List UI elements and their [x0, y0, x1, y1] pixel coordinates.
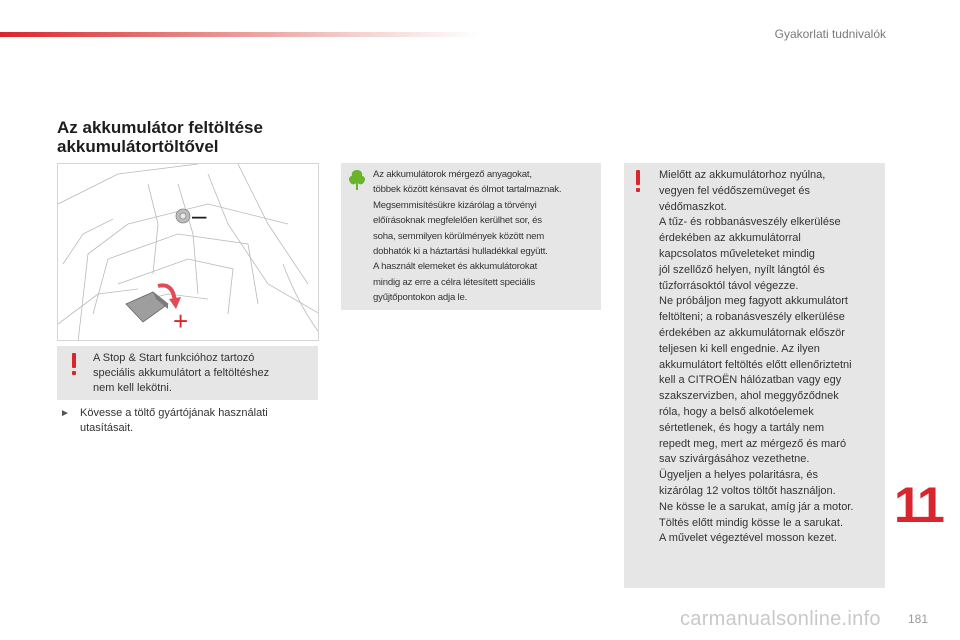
- eco-line: többek között kénsavat és ólmot tartalmaznak.: [373, 184, 562, 196]
- warning-2-line: A művelet végeztével mosson kezet.: [659, 532, 837, 545]
- minus-sign: –: [192, 200, 207, 230]
- warning-2-line: kapcsolatos műveleteket mindig: [659, 247, 815, 260]
- warning-2-line: repedt meg, mert az mérgező és maró: [659, 437, 847, 450]
- eco-line: mindig az erre a célra létesített speciális: [373, 276, 536, 288]
- eco-line: A használt elemeket és akkumulátorokat: [373, 261, 538, 273]
- warning-2-line: érdekében az akkumulátornak először: [659, 326, 845, 339]
- section-title: Gyakorlati tudnivalók: [774, 27, 886, 41]
- warning-1-line: nem kell lekötni.: [93, 382, 172, 394]
- eco-notice-box: [341, 163, 601, 310]
- warning-box-stop-start: [57, 346, 318, 400]
- warning-2-line: Ne próbáljon meg fagyott akkumulátort: [659, 295, 848, 308]
- chapter-number: 11: [894, 477, 943, 533]
- engine-bay-drawing: [58, 164, 319, 341]
- battery-illustration: [57, 163, 319, 341]
- bullet-arrow-icon: ►: [60, 408, 70, 419]
- positive-terminal-cover: [126, 292, 168, 322]
- warning-2-line: róla, hogy a belső alkotóelemek: [659, 405, 814, 418]
- eco-line: előírásoknak megfelelően kerülhet sor, és: [373, 215, 542, 227]
- page-number: 181: [908, 612, 929, 626]
- exclamation-icon: [69, 352, 79, 383]
- eco-line: Megsemmisítésükre kizárólag a törvényi: [373, 199, 537, 211]
- exclamation-icon: [633, 169, 643, 200]
- warning-2-line: vegyen fel védőszemüveget és: [659, 184, 811, 197]
- warning-2-line: feltölteni; a robanásveszély elkerülése: [659, 311, 845, 324]
- warning-2-line: kell a CITROËN hálózatban vagy egy: [659, 374, 842, 387]
- warning-2-line: tűzforrásoktól távol végezze.: [659, 279, 799, 292]
- watermark: carmanualsonline.info: [680, 608, 881, 630]
- warning-box-1-text: [93, 351, 308, 396]
- warning-2-line: Ügyeljen a helyes polaritásra, és: [659, 469, 818, 482]
- instruction-text: [80, 406, 310, 436]
- eco-notice-text: [373, 167, 597, 306]
- leaf-icon: [346, 168, 368, 197]
- warning-2-line: Töltés előtt mindig kösse le a sarukat.: [659, 516, 844, 529]
- warning-2-line: sértetlenek, és hogy a tartály nem: [659, 421, 825, 434]
- warning-2-line: szakszervizben, ahol meggyőződnek: [659, 390, 839, 403]
- warning-2-line: sav szivárgásához vezethetne.: [659, 453, 810, 466]
- warning-box-safety: [624, 163, 885, 588]
- plus-sign: +: [173, 306, 189, 336]
- warning-2-line: akkumulátort feltöltés előtt ellenőriztetni: [659, 358, 852, 371]
- header-accent-bar: [0, 32, 480, 37]
- warning-1-line: A Stop & Start funkcióhoz tartozó: [93, 352, 255, 364]
- warning-box-2-text: [659, 168, 881, 547]
- negative-terminal: [176, 209, 190, 223]
- instruction-line: utasításait.: [80, 422, 134, 434]
- eco-line: soha, semmilyen körülmények között nem: [373, 230, 545, 242]
- warning-2-line: teljesen ki kell engednie. Az ilyen: [659, 342, 820, 355]
- warning-2-line: A tűz- és robbanásveszély elkerülése: [659, 216, 841, 229]
- eco-line: gyűjtőpontokon adja le.: [373, 292, 468, 304]
- eco-line: dobhatók ki a háztartási hulladékkal együtt.: [373, 246, 548, 258]
- warning-2-line: kizárólag 12 voltos töltőt használjon.: [659, 484, 836, 497]
- warning-2-line: védőmaszkot.: [659, 200, 727, 213]
- instruction-line: Kövesse a töltő gyártójának használati: [80, 407, 268, 419]
- eco-line: Az akkumulátorok mérgező anyagokat,: [373, 169, 532, 180]
- page-title: [57, 118, 357, 156]
- warning-2-line: jól szellőző helyen, nyílt lángtól és: [659, 263, 825, 276]
- page-title-line-2: akkumulátortöltővel: [57, 137, 219, 156]
- warning-2-line: érdekében az akkumulátorral: [659, 232, 801, 245]
- page-title-line-1: Az akkumulátor feltöltése: [57, 118, 263, 137]
- warning-1-line: speciális akkumulátort a feltöltéshez: [93, 367, 270, 379]
- warning-2-line: Ne kösse le a sarukat, amíg jár a motor.: [659, 500, 854, 513]
- warning-2-line: Mielőtt az akkumulátorhoz nyúlna,: [659, 169, 826, 181]
